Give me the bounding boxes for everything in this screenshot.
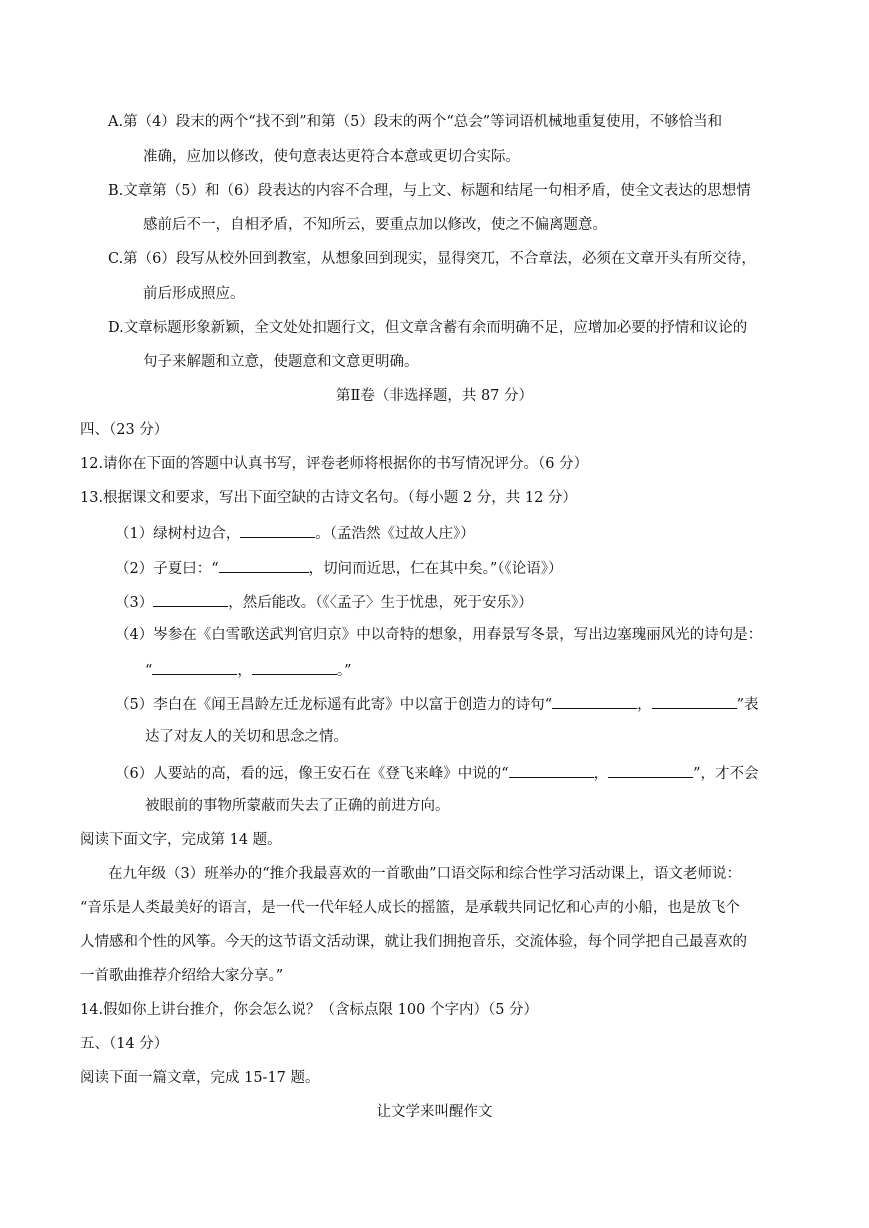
q13-item-5 (115, 693, 759, 715)
answer-blank[interactable] (153, 591, 228, 607)
answer-blank[interactable] (608, 762, 693, 778)
q13-item-5-cont: 达了对友人的关切和思念之情。 (145, 729, 348, 745)
option-d-line1: D.文章标题形象新颖，全文处处扣题行文，但文章含蓄有余而明确不足，应增加必要的抒情和议论的 (108, 320, 748, 336)
answer-blank[interactable] (509, 762, 594, 778)
comma: ， (637, 697, 652, 713)
part-five-heading: 五、（14 分） (80, 1036, 169, 1052)
part-four-heading: 四、（23 分） (80, 422, 169, 438)
q13-item-5-before: （5）李白在《闻王昌龄左迁龙标遥有此寄》中以富于创造力的诗句“ (115, 697, 553, 713)
passage-line-3: 人情感和个性的风筝。今天的这节语文活动课，就让我们拥抱音乐，交流体验，每个同学把自己最喜欢的 (80, 934, 747, 950)
q13-item-3 (115, 591, 533, 613)
answer-blank[interactable] (219, 557, 309, 573)
answer-blank[interactable] (152, 659, 237, 675)
reading-instruction-14: 阅读下面文字，完成第 14 题。 (80, 832, 282, 848)
question-13: 13.根据课文和要求，写出下面空缺的古诗文名句。（每小题 2 分，共 12 分） (80, 490, 577, 506)
q13-item-2-after: ，切问而近思，仁在其中矣。”（《论语》） (308, 561, 563, 577)
close-quote: 。” (336, 663, 352, 679)
q13-item-3-after: ，然后能改。（《〈孟子〉生于忧患，死于安乐》） (228, 595, 533, 611)
option-b-line1: B.文章第（5）和（6）段表达的内容不合理，与上文、标题和结尾一句相矛盾，使全文表达的思想情 (108, 183, 751, 199)
q13-item-6-before: （6）人要站的高，看的远，像王安石在《登飞来峰》中说的“ (115, 766, 509, 782)
q13-item-6-after: ”，才不会 (693, 766, 759, 782)
q13-item-1-before: （1）绿树村边合， (115, 526, 241, 542)
article-title: 让文学来叫醒作文 (376, 1104, 493, 1120)
answer-blank[interactable] (652, 693, 737, 709)
q13-item-6 (115, 762, 759, 784)
option-c-line1: C.第（6）段写从校外回到教室，从想象回到现实，显得突兀，不合章法，必须在文章开头有所交待， (108, 251, 756, 267)
q13-item-3-before: （3） (115, 595, 154, 611)
q13-item-1-after: 。（孟浩然《过故人庄》） (315, 526, 475, 542)
q13-item-1 (115, 522, 475, 544)
q13-item-5-after: ”表 (736, 697, 759, 713)
option-b-line2: 感前后不一，自相矛盾，不知所云，要重点加以修改，使之不偏离题意。 (143, 217, 607, 233)
q13-item-2-before: （2）子夏曰：“ (115, 561, 219, 577)
reading-instruction-15: 阅读下面一篇文章，完成 15-17 题。 (80, 1070, 320, 1086)
q13-item-6-cont: 被眼前的事物所蒙蔽而失去了正确的前进方向。 (145, 798, 450, 814)
q13-item-4: （4）岑参在《白雪歌送武判官归京》中以奇特的想象，用春景写冬景，写出边塞瑰丽风光的诗句是： (115, 627, 763, 643)
answer-blank[interactable] (240, 522, 315, 538)
answer-blank[interactable] (252, 659, 337, 675)
passage-line-2: “音乐是人类最美好的语言，是一代一代年轻人成长的摇篮，是承载共同记忆和心声的小船，也是放飞个 (80, 900, 740, 916)
question-12: 12.请你在下面的答题中认真书写，评卷老师将根据你的书写情况评分。（6 分） (80, 456, 589, 472)
q13-item-2 (115, 557, 563, 579)
open-quote: “ (145, 663, 153, 679)
answer-blank[interactable] (552, 693, 637, 709)
section-title: 第Ⅱ卷（非选择题，共 87 分） (335, 388, 534, 404)
comma: ， (237, 663, 252, 679)
passage-line-1: 在九年级（3）班举办的“推介我最喜欢的一首歌曲”口语交际和综合性学习活动课上，语文老师说： (108, 866, 742, 882)
option-a-line1: A.第（4）段末的两个“找不到”和第（5）段末的两个“总会”等词语机械地重复使用，不够恰当和 (108, 114, 723, 130)
option-c-line2: 前后形成照应。 (143, 286, 245, 302)
option-a-line2: 准确，应加以修改，使句意表达更符合本意或更切合实际。 (143, 149, 520, 165)
option-d-line2: 句子来解题和立意，使题意和文意更明确。 (143, 354, 419, 370)
q13-item-4-answer (145, 659, 352, 681)
passage-line-4: 一首歌曲推荐介绍给大家分享。” (80, 968, 284, 984)
question-14: 14.假如你上讲台推介，你会怎么说？（含标点限 100 个字内）（5 分） (80, 1002, 539, 1018)
comma: ， (593, 766, 609, 782)
